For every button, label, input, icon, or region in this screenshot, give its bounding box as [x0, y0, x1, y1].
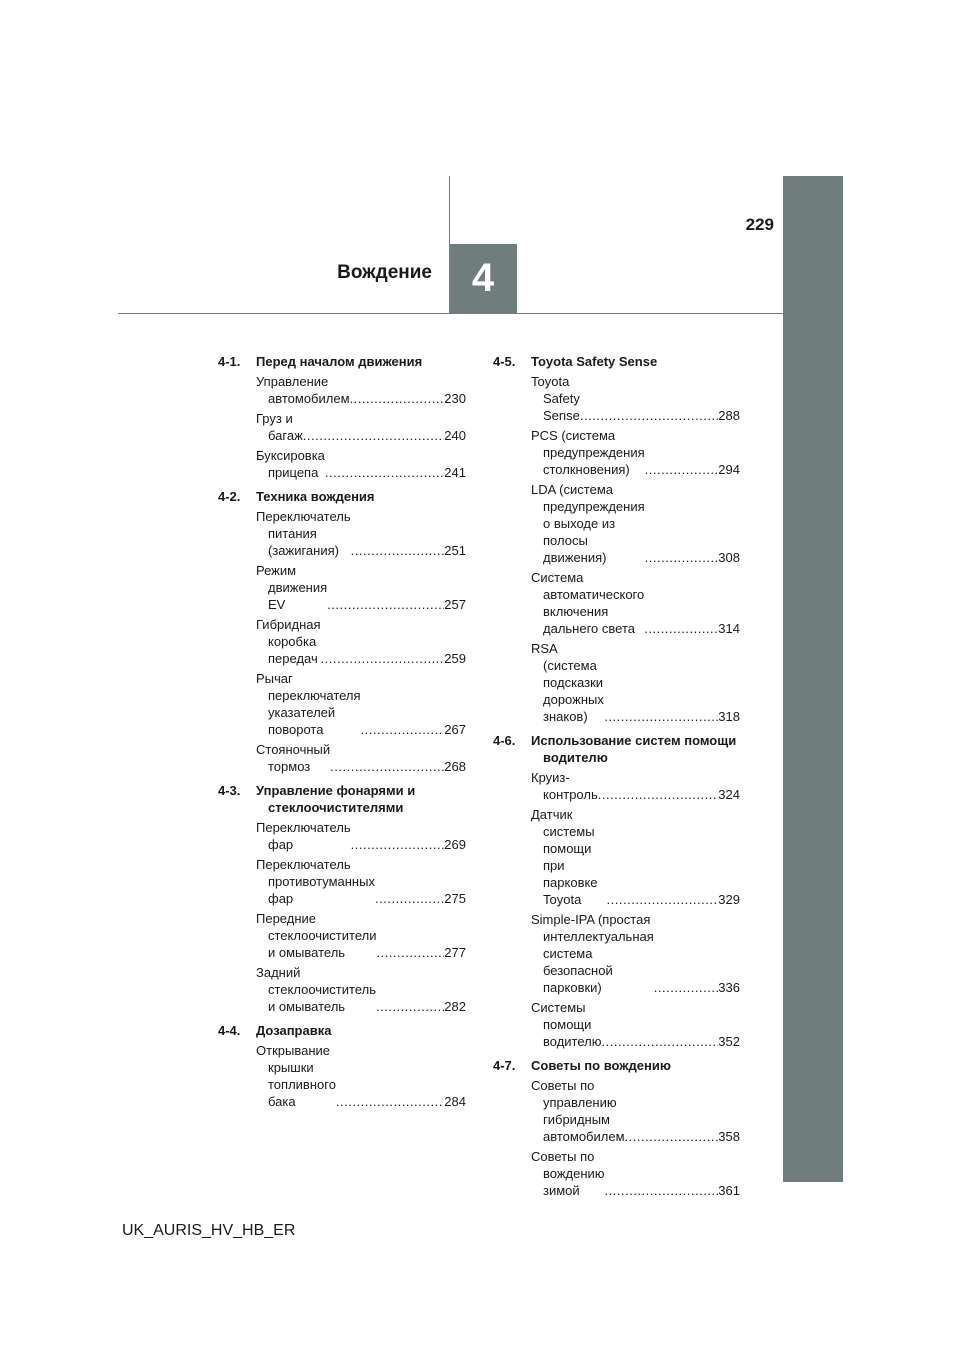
chapter-number: 4 — [471, 256, 495, 300]
dot-leader — [321, 650, 445, 667]
toc-left-column — [218, 353, 466, 1113]
toc-entry[interactable] — [256, 508, 466, 559]
dot-leader — [625, 1128, 719, 1145]
toc-section — [218, 782, 466, 1015]
section-title[interactable]: Дозаправка — [256, 1023, 332, 1038]
section-title[interactable]: Управление фонарями и стеклоочистителями — [256, 783, 416, 815]
toc-entry[interactable] — [256, 741, 466, 775]
toc-entry[interactable] — [531, 640, 740, 725]
toc-entry[interactable] — [531, 373, 740, 424]
dot-leader — [376, 998, 444, 1015]
dot-leader — [376, 944, 444, 961]
toc-entry[interactable] — [256, 616, 466, 667]
entry-title: Переключатель фар — [256, 820, 351, 852]
entry-page: 241 — [444, 465, 466, 480]
entry-page: 358 — [718, 1129, 740, 1144]
entry-page: 259 — [444, 651, 466, 666]
entry-page: 284 — [444, 1094, 466, 1109]
entry-title: Груз и багаж — [256, 411, 303, 443]
header-vertical-rule — [449, 176, 450, 244]
entry-page: 314 — [718, 621, 740, 636]
section-title[interactable]: Toyota Safety Sense — [531, 354, 658, 369]
toc-entry[interactable] — [531, 999, 740, 1050]
section-number: 4-7. — [493, 1058, 516, 1073]
dot-leader — [336, 1093, 444, 1110]
dot-leader — [598, 786, 719, 803]
entry-page: 308 — [718, 550, 740, 565]
toc-entry[interactable] — [531, 481, 740, 566]
entry-page: 361 — [718, 1183, 740, 1198]
entry-title: PCS (система предупреждения столкновения) — [531, 428, 645, 477]
section-title[interactable]: Техника вождения — [256, 489, 375, 504]
toc-entry[interactable] — [256, 410, 466, 444]
section-number: 4-1. — [218, 354, 241, 369]
entry-title: Круиз-контроль — [531, 770, 598, 802]
entry-title: Советы по управлению гибридным автомобилем — [531, 1078, 625, 1144]
chapter-side-tab — [783, 176, 843, 1182]
entry-page: 257 — [444, 597, 466, 612]
toc-entry[interactable] — [256, 562, 466, 613]
toc-entry[interactable] — [531, 911, 740, 996]
entry-title: Режим движения EV — [256, 563, 328, 612]
dot-leader — [350, 390, 445, 407]
toc-right-column — [493, 353, 740, 1202]
toc-section — [218, 488, 466, 775]
dot-leader — [607, 891, 719, 908]
toc-entry[interactable] — [256, 373, 466, 407]
toc-entry[interactable] — [256, 819, 466, 853]
toc-entry[interactable] — [256, 856, 466, 907]
toc-entry[interactable] — [531, 569, 740, 637]
toc-section — [218, 353, 466, 481]
dot-leader — [351, 836, 445, 853]
dot-leader — [327, 596, 444, 613]
toc-entry[interactable] — [531, 806, 740, 908]
entry-page: 240 — [444, 428, 466, 443]
entry-title: Задний стеклоочиститель и омыватель — [256, 965, 376, 1014]
entry-title: Рычаг переключателя указателей поворота — [256, 671, 361, 737]
entry-title: RSA (система подсказки дорожных знаков) — [531, 641, 604, 724]
entry-title: Simple-IPA (простая интеллектуальная система безопасной парковки) — [531, 912, 654, 995]
toc-entry[interactable] — [531, 1148, 740, 1199]
entry-page: 329 — [718, 892, 740, 907]
chapter-number-box — [449, 244, 517, 313]
page-number: 229 — [745, 215, 774, 234]
entry-page: 318 — [718, 709, 740, 724]
section-number: 4-4. — [218, 1023, 241, 1038]
section-number: 4-6. — [493, 733, 516, 748]
toc-section — [493, 1057, 740, 1199]
toc-entry[interactable] — [256, 910, 466, 961]
toc-entry[interactable] — [531, 769, 740, 803]
toc-entry[interactable] — [531, 427, 740, 478]
entry-title: Toyota Safety Sense — [531, 374, 580, 423]
dot-leader — [580, 407, 718, 424]
entry-title: Передние стеклоочистители и омыватель — [256, 911, 377, 960]
dot-leader — [330, 758, 444, 775]
section-title[interactable]: Советы по вождению — [531, 1058, 671, 1073]
entry-title: Советы по вождению зимой — [531, 1149, 605, 1198]
entry-title: Управление автомобилем — [256, 374, 350, 406]
dot-leader — [604, 708, 718, 725]
entry-title: Системы помощи водителю — [531, 1000, 602, 1049]
entry-title: Датчик системы помощи при парковке Toyota — [531, 807, 598, 907]
dot-leader — [645, 461, 719, 478]
entry-page: 277 — [444, 945, 466, 960]
dot-leader — [602, 1033, 719, 1050]
entry-page: 324 — [718, 787, 740, 802]
toc-entry[interactable] — [256, 447, 466, 481]
toc-entry[interactable] — [256, 964, 466, 1015]
dot-leader — [654, 979, 719, 996]
dot-leader — [605, 1182, 719, 1199]
toc-entry[interactable] — [256, 1042, 466, 1110]
entry-title: Стояночный тормоз — [256, 742, 331, 774]
dot-leader — [351, 542, 445, 559]
entry-page: 288 — [718, 408, 740, 423]
entry-title: Система автоматического включения дальнего света — [531, 570, 645, 636]
entry-title: LDA (система предупреждения о выходе из полосы движения) — [531, 482, 645, 565]
entry-page: 282 — [444, 999, 466, 1014]
section-number: 4-2. — [218, 489, 241, 504]
entry-title: Гибридная коробка передач — [256, 617, 321, 666]
entry-page: 352 — [718, 1034, 740, 1049]
document-code: UK_AURIS_HV_HB_ER — [122, 1222, 296, 1239]
entry-page: 267 — [444, 722, 466, 737]
entry-page: 275 — [444, 891, 466, 906]
toc-entry[interactable] — [256, 670, 466, 738]
dot-leader — [375, 890, 444, 907]
dot-leader — [361, 721, 445, 738]
toc-section — [493, 732, 740, 1050]
entry-page: 268 — [444, 759, 466, 774]
toc-section — [493, 353, 740, 725]
dot-leader — [303, 427, 445, 444]
entry-title: Переключатель питания (зажигания) — [256, 509, 351, 558]
toc-entry[interactable] — [531, 1077, 740, 1145]
chapter-title: Вождение — [337, 262, 432, 283]
section-number: 4-5. — [493, 354, 516, 369]
entry-page: 269 — [444, 837, 466, 852]
entry-title: Буксировка прицепа — [256, 448, 325, 480]
entry-page: 230 — [444, 391, 466, 406]
dot-leader — [645, 549, 719, 566]
dot-leader — [325, 464, 444, 481]
entry-page: 251 — [444, 543, 466, 558]
header-horizontal-rule — [118, 313, 783, 314]
section-title[interactable]: Использование систем помощи водителю — [531, 733, 737, 765]
entry-title: Открывание крышки топливного бака — [256, 1043, 336, 1109]
dot-leader — [644, 620, 718, 637]
entry-page: 294 — [718, 462, 740, 477]
section-title[interactable]: Перед началом движения — [256, 354, 423, 369]
toc-section — [218, 1022, 466, 1110]
entry-page: 336 — [718, 980, 740, 995]
entry-title: Переключатель противотуманных фар — [256, 857, 375, 906]
section-number: 4-3. — [218, 783, 241, 798]
